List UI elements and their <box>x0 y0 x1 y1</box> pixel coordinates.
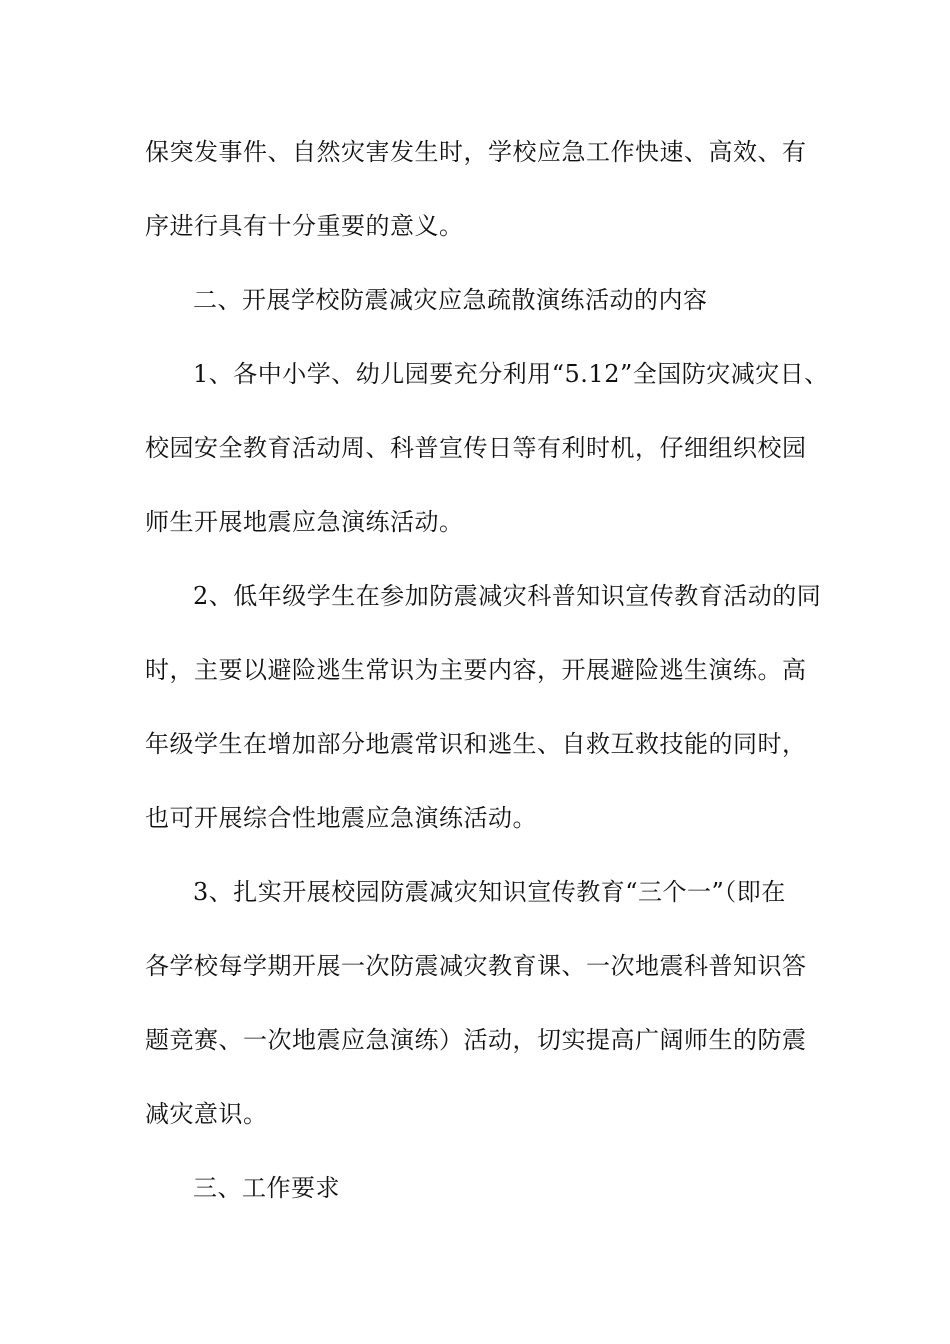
section-heading: 三、工作要求 <box>193 1174 340 1202</box>
paragraph-line: 各学校每学期开展一次防震减灾教育课、一次地震科普知识答 <box>145 952 807 980</box>
paragraph-line: 也可开展综合性地震应急演练活动。 <box>145 804 537 832</box>
paragraph-line: 题竞赛、一次地震应急演练）活动，切实提高广阔师生的防震 <box>145 1026 807 1054</box>
section-heading: 二、开展学校防震减灾应急疏散演练活动的内容 <box>193 286 708 314</box>
paragraph-line: 师生开展地震应急演练活动。 <box>145 508 464 536</box>
paragraph-line: 1、各中小学、幼儿园要充分利用“5.12”全国防灾减灾日、 <box>193 360 829 388</box>
paragraph-line: 序进行具有十分重要的意义。 <box>145 212 464 240</box>
paragraph-line: 2、低年级学生在参加防震减灾科普知识宣传教育活动的同 <box>193 582 822 610</box>
paragraph-line: 减灾意识。 <box>145 1100 268 1128</box>
paragraph-line: 时，主要以避险逃生常识为主要内容，开展避险逃生演练。高 <box>145 656 807 684</box>
paragraph-line: 3、扎实开展校园防震减灾知识宣传教育“三个一”（即在 <box>193 878 786 906</box>
paragraph-line: 年级学生在增加部分地震常识和逃生、自救互救技能的同时， <box>145 730 807 758</box>
paragraph-line: 保突发事件、自然灾害发生时，学校应急工作快速、高效、有 <box>145 138 807 166</box>
paragraph-line: 校园安全教育活动周、科普宣传日等有利时机，仔细组织校园 <box>145 434 807 462</box>
